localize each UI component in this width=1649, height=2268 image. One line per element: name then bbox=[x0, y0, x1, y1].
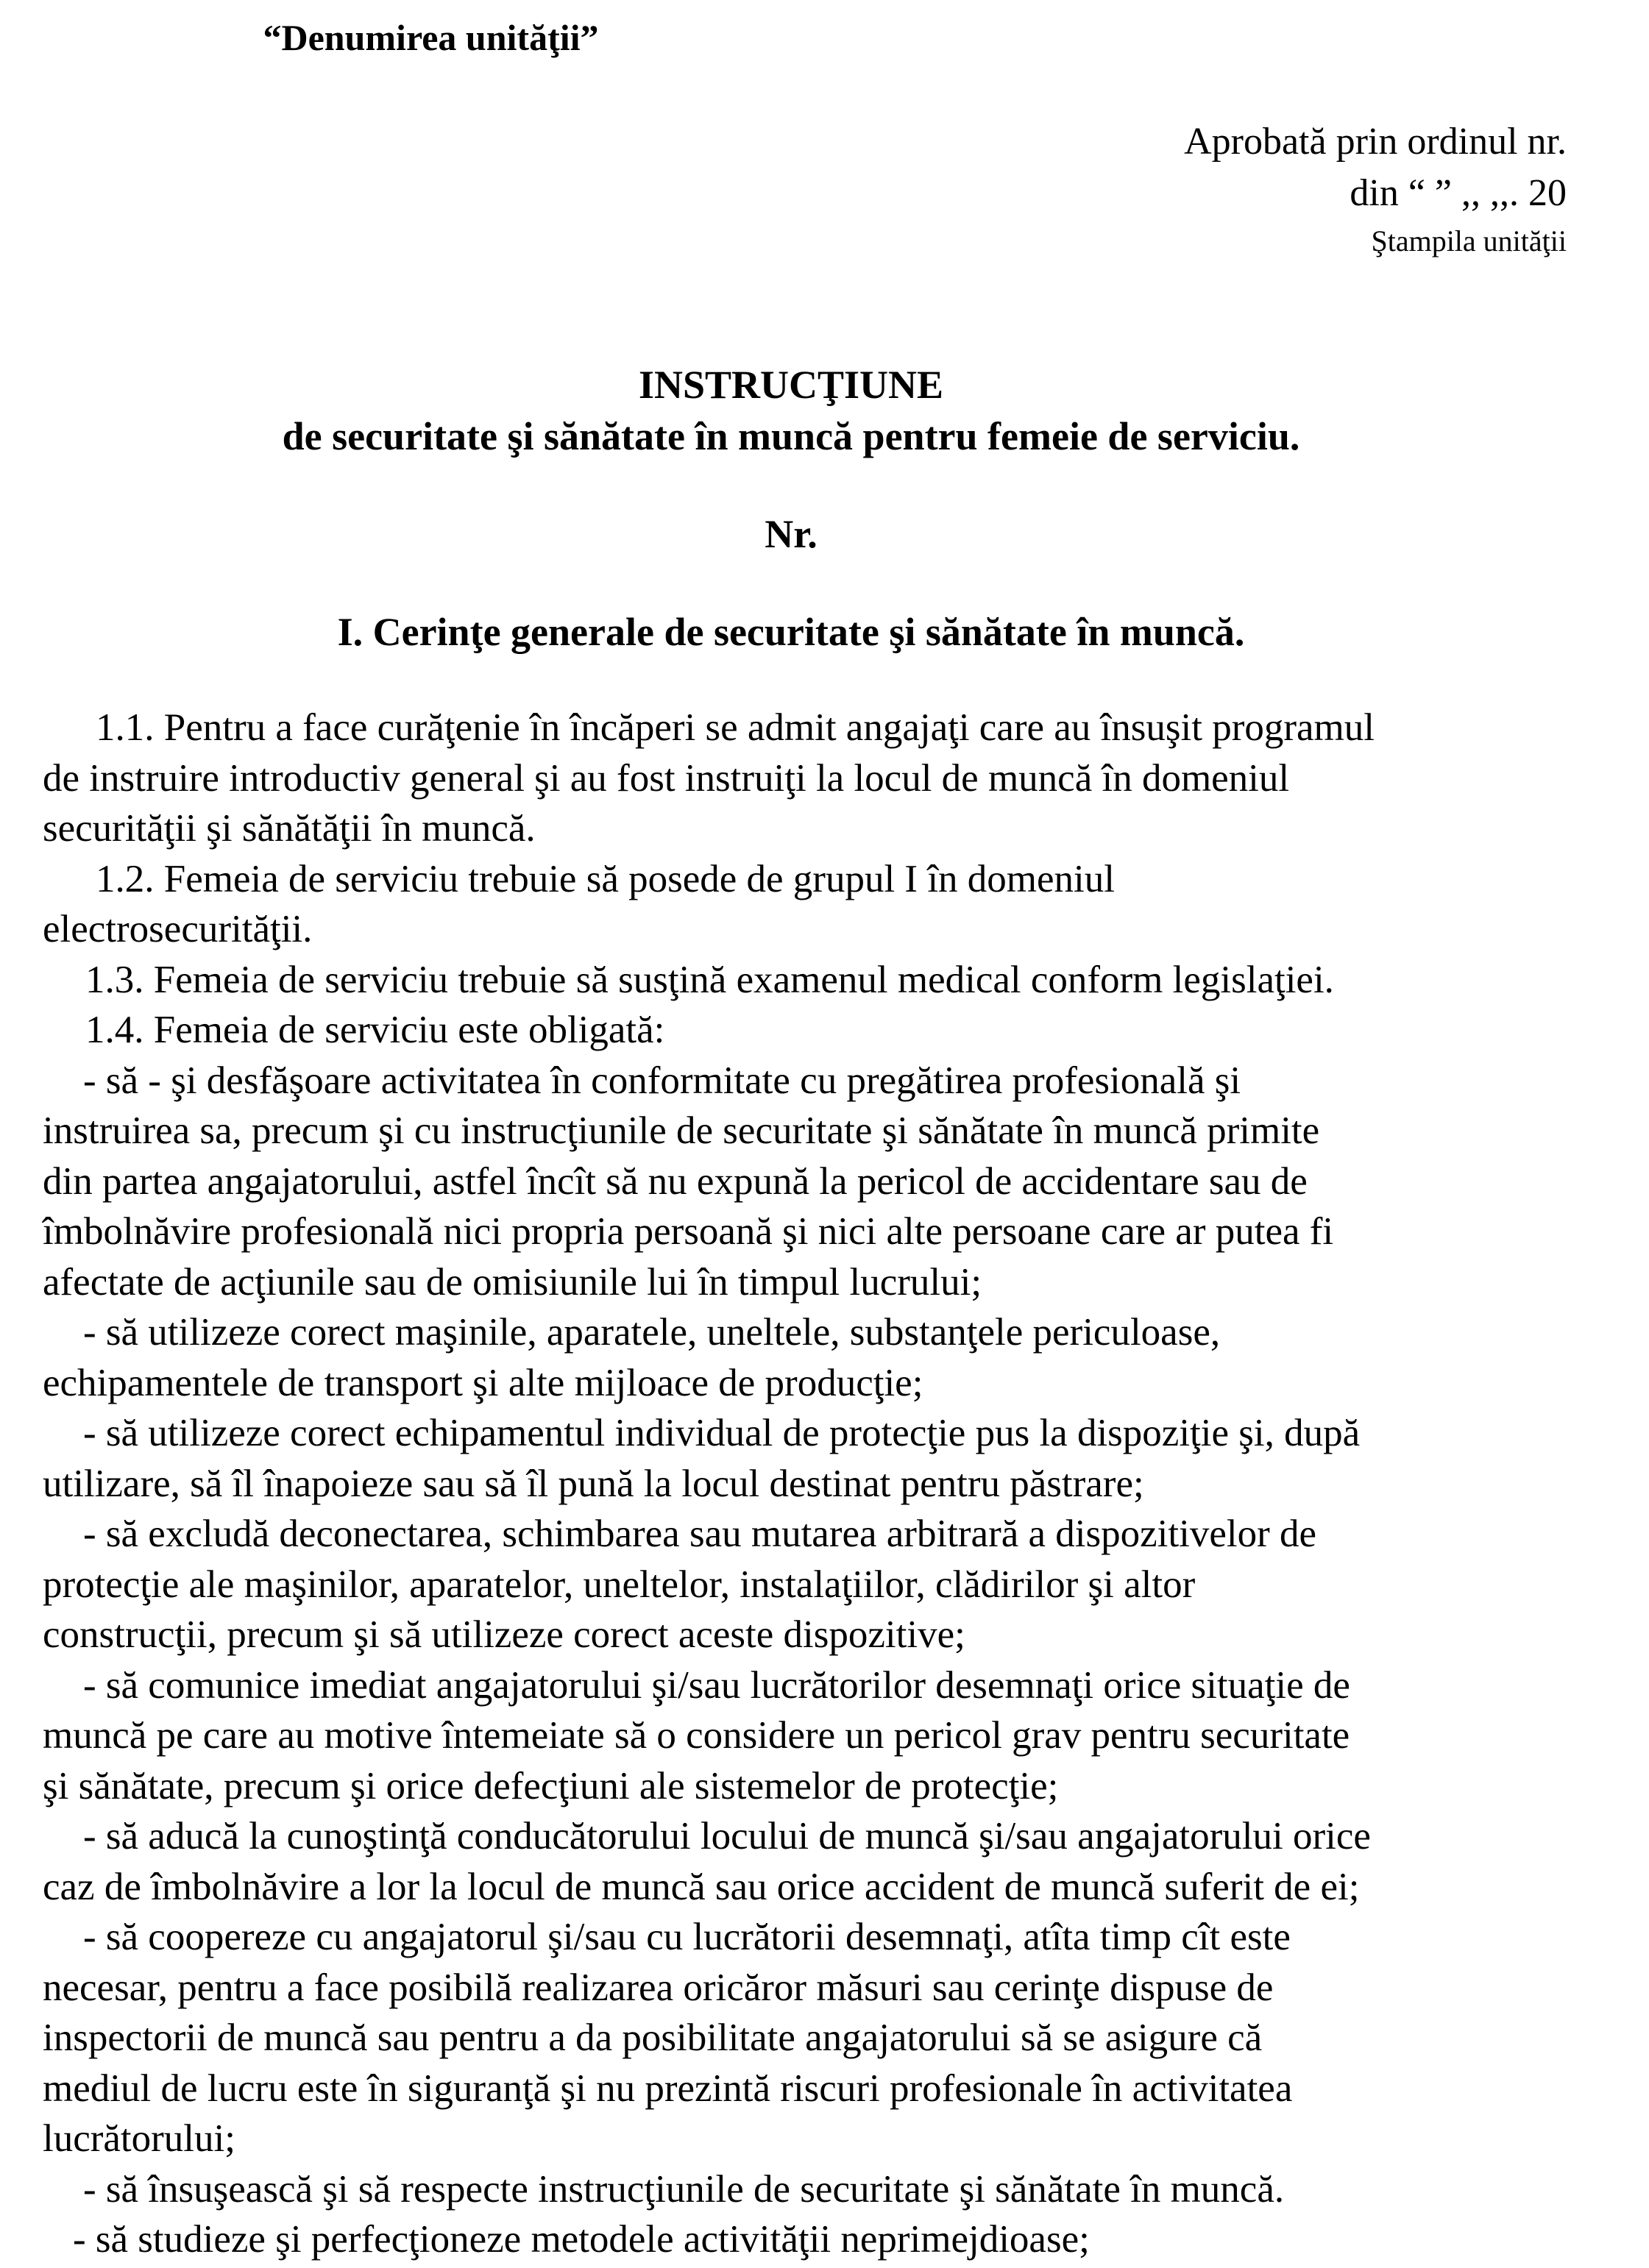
list-item-line: utilizare, să îl înapoieze sau să îl pună la locul destinat pentru păstrare; bbox=[43, 1462, 1144, 1505]
list-item-line: necesar, pentru a face posibilă realizarea oricăror măsuri sau cerinţe dispuse de bbox=[43, 1966, 1274, 2009]
list-item-line: - să aducă la cunoştinţă conducătorului locului de muncă şi/sau angajatorului orice bbox=[83, 1815, 1371, 1858]
list-item-line: din partea angajatorului, astfel încît să nu expună la pericol de accidentare sau de bbox=[43, 1159, 1308, 1203]
list-item-line: şi sănătate, precum şi orice defecţiuni ale sistemelor de protecţie; bbox=[43, 1764, 1059, 1807]
list-item-line: - să coopereze cu angajatorul şi/sau cu lucrătorii desemnaţi, atîta timp cît este bbox=[83, 1916, 1291, 1958]
paragraph-line: electrosecurităţii. bbox=[43, 908, 313, 950]
section-heading: I. Cerinţe generale de securitate şi sănătate în muncă. bbox=[337, 610, 1245, 654]
list-item-line: lucrătorului; bbox=[43, 2117, 235, 2160]
paragraph-line: 1.2. Femeia de serviciu trebuie să posede de grupul I în domeniul bbox=[96, 857, 1115, 900]
paragraph-line: 1.3. Femeia de serviciu trebuie să susţină examenul medical conform legislaţiei. bbox=[85, 958, 1334, 1001]
list-item-line: - să utilizeze corect maşinile, aparatele, uneltele, substanţele periculoase, bbox=[83, 1311, 1221, 1354]
list-item-line: - să - şi desfăşoare activitatea în conformitate cu pregătirea profesională şi bbox=[83, 1059, 1241, 1102]
list-item-line: inspectorii de muncă sau pentru a da posibilitate angajatorului să se asigure că bbox=[43, 2016, 1263, 2059]
document-number: Nr. bbox=[765, 512, 818, 556]
list-item-line: instruirea sa, precum şi cu instrucţiunile de securitate şi sănătate în muncă primite bbox=[43, 1109, 1320, 1152]
unit-stamp-label: Ştampila unităţii bbox=[1371, 224, 1567, 257]
approval-date-line: din “ ” ,, ,,. 20 bbox=[1350, 172, 1567, 214]
list-item-line: - să comunice imediat angajatorului şi/sau lucrătorilor desemnaţi orice situaţie de bbox=[83, 1663, 1350, 1707]
list-item-line: - să studieze şi perfecţioneze metodele activităţii neprimejdioase; bbox=[73, 2218, 1090, 2261]
list-item-line: mediul de lucru este în siguranţă şi nu prezintă riscuri profesionale în activitatea bbox=[43, 2066, 1293, 2110]
list-item-line: protecţie ale maşinilor, aparatelor, uneltelor, instalaţiilor, clădirilor şi altor bbox=[43, 1563, 1196, 1606]
list-item-line: caz de îmbolnăvire a lor la locul de muncă sau orice accident de muncă suferit de ei; bbox=[43, 1865, 1360, 1908]
list-item-line: construcţii, precum şi să utilizeze corect aceste dispozitive; bbox=[43, 1613, 965, 1656]
document-title: INSTRUCŢIUNE bbox=[638, 363, 944, 407]
list-item-line: - să excludă deconectarea, schimbarea sau mutarea arbitrară a dispozitivelor de bbox=[83, 1512, 1316, 1555]
approval-order-line: Aprobată prin ordinul nr. bbox=[1184, 121, 1567, 163]
list-item-line: îmbolnăvire profesională nici propria persoană şi nici alte persoane care ar putea fi bbox=[43, 1210, 1334, 1253]
unit-name-text: “Denumirea unităţii” bbox=[263, 17, 599, 58]
list-item-line: muncă pe care au motive întemeiate să o considere un pericol grav pentru securitate bbox=[43, 1714, 1350, 1757]
document-body bbox=[43, 703, 1595, 2265]
paragraph-line: securităţii şi sănătăţii în muncă. bbox=[43, 807, 536, 850]
paragraph-line: 1.1. Pentru a face curăţenie în încăperi se admit angajaţi care au însuşit programul bbox=[96, 706, 1375, 749]
document-title-block bbox=[0, 359, 1582, 462]
list-item-line: echipamentele de transport şi alte mijloace de producţie; bbox=[43, 1361, 923, 1404]
paragraph-line: de instruire introductiv general şi au fost instruiţi la locul de muncă în domeniul bbox=[43, 756, 1290, 800]
list-item-line: - să însuşească şi să respecte instrucţiunile de securitate şi sănătate în muncă. bbox=[83, 2167, 1285, 2211]
paragraph-line: 1.4. Femeia de serviciu este obligată: bbox=[85, 1009, 665, 1051]
list-item-line: afectate de acţiunile sau de omisiunile lui în timpul lucrului; bbox=[43, 1260, 982, 1304]
list-item-line: - să utilizeze corect echipamentul individual de protecţie pus la dispoziţie şi, după bbox=[83, 1412, 1361, 1454]
document-subtitle: de securitate şi sănătate în muncă pentru femeie de serviciu. bbox=[282, 414, 1300, 458]
approval-block bbox=[1184, 116, 1567, 263]
unit-name bbox=[0, 16, 1649, 59]
